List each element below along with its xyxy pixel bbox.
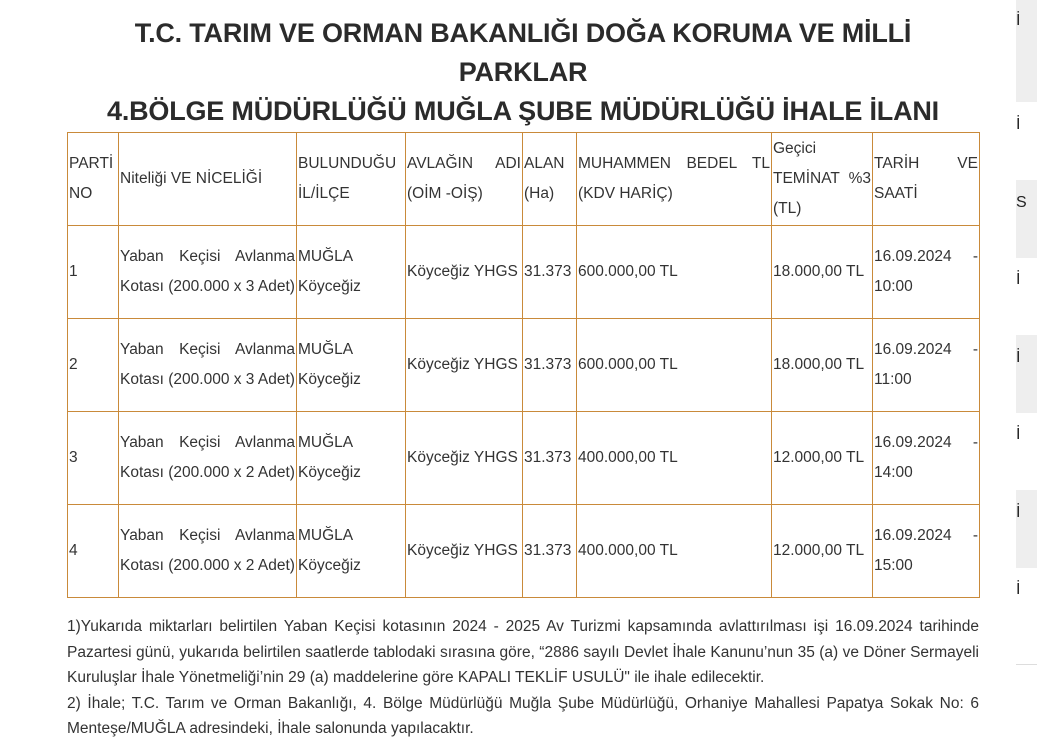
article-main: [67, 0, 979, 737]
cell-teminat: 12.000,00 TL: [772, 505, 873, 598]
sidebar-divider: [1016, 664, 1037, 665]
cell-avlak: Köyceğiz YHGS: [406, 505, 523, 598]
sidebar-item-label: İ: [1016, 116, 1021, 133]
cell-tarih: 16.09.2024 - 14:00: [873, 412, 980, 505]
cell-tarih: 16.09.2024 - 10:00: [873, 226, 980, 319]
header-tarih-saati: TARİH VE SAATİ: [873, 133, 980, 226]
sidebar-item-label: S: [1016, 194, 1027, 211]
sidebar-item-label: İ: [1016, 12, 1021, 29]
sidebar-item-label: İ: [1016, 426, 1021, 443]
cell-teminat: 18.000,00 TL: [772, 226, 873, 319]
cell-avlak: Köyceğiz YHGS: [406, 319, 523, 412]
table-row: [68, 505, 980, 598]
cell-teminat: 18.000,00 TL: [772, 319, 873, 412]
cell-nitelik: Yaban Keçisi Avlanma Kotası (200.000 x 2 Adet): [119, 412, 297, 505]
cell-bedel: 400.000,00 TL: [577, 412, 772, 505]
cell-il: MUĞLA Köyceğiz: [297, 412, 406, 505]
sidebar-item[interactable]: [1016, 0, 1037, 102]
header-il-ilce: BULUNDUĞU İL/İLÇE: [297, 133, 406, 226]
sidebar-item[interactable]: [1016, 180, 1037, 258]
cell-il: MUĞLA Köyceğiz: [297, 319, 406, 412]
cell-no: 2: [68, 319, 119, 412]
sidebar-item-label: İ: [1016, 581, 1021, 598]
cell-nitelik: Yaban Keçisi Avlanma Kotası (200.000 x 3 Adet): [119, 319, 297, 412]
cell-nitelik: Yaban Keçisi Avlanma Kotası (200.000 x 3 Adet): [119, 226, 297, 319]
page-title: [67, 14, 979, 131]
table-row: [68, 226, 980, 319]
cell-teminat: 12.000,00 TL: [772, 412, 873, 505]
title-line-1: T.C. TARIM VE ORMAN BAKANLIĞI DOĞA KORUMA VE MİLLİ PARKLAR: [134, 18, 912, 87]
sidebar-item[interactable]: [1016, 575, 1037, 631]
cell-no: 3: [68, 412, 119, 505]
sidebar-item[interactable]: [1016, 420, 1037, 476]
sidebar-item[interactable]: [1016, 335, 1037, 413]
cell-alan: 31.373: [523, 319, 577, 412]
header-avlak-adi: AVLAĞIN ADI (OİM -OİŞ): [406, 133, 523, 226]
right-sidebar: [1016, 0, 1037, 751]
cell-alan: 31.373: [523, 226, 577, 319]
note-paragraph-2: 2) İhale; T.C. Tarım ve Orman Bakanlığı, 4. Bölge Müdürlüğü Muğla Şube Müdürlüğü, Orhaniye Mahallesi Papatya Sokak No: 6 Menteşe/MUĞLA adresindeki, İhale salonunda yapılacaktır.: [67, 694, 979, 737]
cell-tarih: 16.09.2024 - 11:00: [873, 319, 980, 412]
header-muhammen-bedel: MUHAMMEN BEDEL TL (KDV HARİÇ): [577, 133, 772, 226]
sidebar-item-label: İ: [1016, 271, 1021, 288]
note-paragraph-1: 1)Yukarıda miktarları belirtilen Yaban Keçisi kotasının 2024 - 2025 Av Turizmi kapsamında avlattırılması işi 16.09.2024 tarihinde Pazartesi günü, yukarıda belirtilen saatlerde tablodaki sırasına göre, “2886 sayılı Devlet İhale Kanunu’nun 35 (a) ve Döner Sermayeli Kuruluşlar İhale Yönetmeliği’nin 29 (a) maddelerine göre KAPALI TEKLİF USULÜ" ile ihale edilecektir.: [67, 618, 979, 686]
cell-alan: 31.373: [523, 505, 577, 598]
cell-no: 4: [68, 505, 119, 598]
table-row: [68, 412, 980, 505]
header-nitelik: Niteliği VE NİCELİĞİ: [119, 133, 297, 226]
cell-il: MUĞLA Köyceğiz: [297, 226, 406, 319]
cell-avlak: Köyceğiz YHGS: [406, 226, 523, 319]
cell-bedel: 400.000,00 TL: [577, 505, 772, 598]
cell-nitelik: Yaban Keçisi Avlanma Kotası (200.000 x 2 Adet): [119, 505, 297, 598]
cell-bedel: 600.000,00 TL: [577, 226, 772, 319]
header-parti-no: PARTİ NO: [68, 133, 119, 226]
cell-avlak: Köyceğiz YHGS: [406, 412, 523, 505]
cell-tarih: 16.09.2024 - 15:00: [873, 505, 980, 598]
sidebar-item-label: İ: [1016, 504, 1021, 521]
cell-no: 1: [68, 226, 119, 319]
title-line-2: 4.BÖLGE MÜDÜRLÜĞÜ MUĞLA ŞUBE MÜDÜRLÜĞÜ İHALE İLANI: [107, 96, 939, 126]
tender-notes: [67, 614, 979, 742]
sidebar-item[interactable]: [1016, 110, 1037, 166]
tender-table: [67, 132, 980, 598]
header-alan: ALAN (Ha): [523, 133, 577, 226]
table-header-row: [68, 133, 980, 226]
sidebar-item[interactable]: [1016, 265, 1037, 321]
cell-il: MUĞLA Köyceğiz: [297, 505, 406, 598]
cell-alan: 31.373: [523, 412, 577, 505]
table-row: [68, 319, 980, 412]
header-gecici-teminat: Geçici TEMİNAT %3 (TL): [772, 133, 873, 226]
sidebar-item[interactable]: [1016, 490, 1037, 568]
cell-bedel: 600.000,00 TL: [577, 319, 772, 412]
sidebar-item-label: İ: [1016, 349, 1021, 366]
